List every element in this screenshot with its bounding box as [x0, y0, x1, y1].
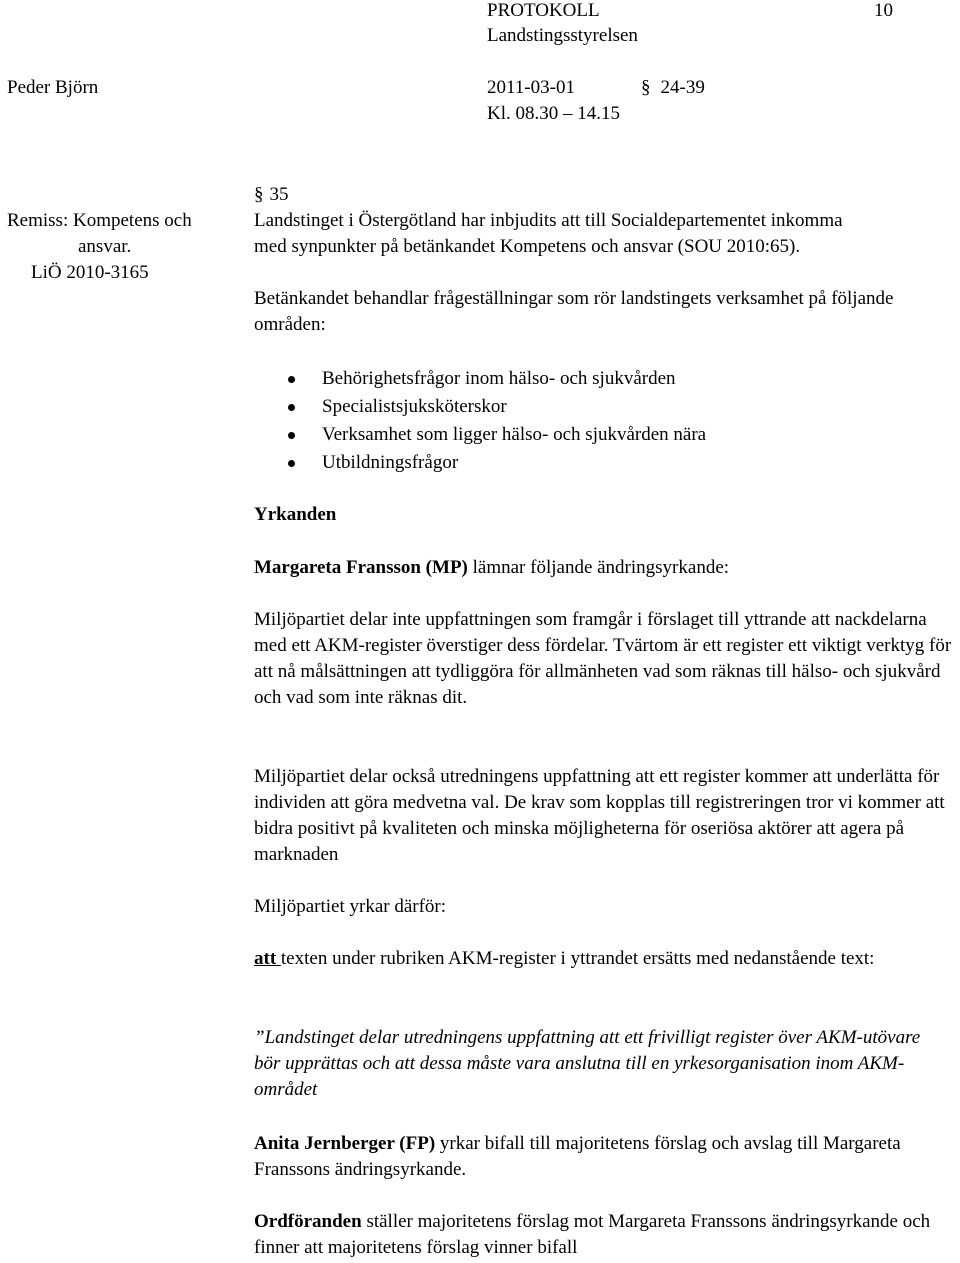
mp-intro-text: lämnar följande ändringsyrkande:	[467, 557, 730, 578]
bullet-icon	[288, 376, 295, 383]
section-heading	[254, 182, 289, 208]
meeting-date: 2011-03-01	[487, 77, 575, 98]
fp-name: Anita Jernberger (FP)	[254, 1133, 436, 1154]
quote-paragraph: ”Landstinget delar utredningens uppfattning att ett frivilligt register över AKM-utövare bör upprättas och att dessa måste vara anslutna till en yrkesorganisation inom AKM-området	[254, 1027, 921, 1100]
topic-list	[254, 365, 904, 477]
intro-line-1: Landstinget i Östergötland har inbjudits att till Socialdepartementet inkomma	[254, 210, 843, 231]
att-paragraph	[254, 946, 954, 972]
list-item	[254, 449, 904, 477]
section-range	[641, 75, 705, 101]
yrkanden-heading: Yrkanden	[254, 504, 337, 525]
page-number: 10	[874, 0, 893, 21]
section-heading-symbol: §	[254, 184, 264, 205]
list-item-label: Verksamhet som ligger hälso- och sjukvården nära	[322, 424, 707, 445]
author: Peder Björn	[7, 77, 99, 98]
chair-paragraph	[254, 1209, 954, 1261]
overview-paragraph: Betänkandet behandlar frågeställningar som rör landstingets verksamhet på följande områden:	[254, 288, 894, 335]
list-item	[254, 393, 904, 421]
mp-paragraph-2: Miljöpartiet delar också utredningens uppfattning att ett register kommer att underlätta för individen att göra medvetna val. De krav som kopplas till registreringen tror vi kommer att bidra positivt på kvaliteten och minska möjligheterna för oseriösa aktörer att agera på marknaden	[254, 766, 945, 865]
fp-paragraph	[254, 1131, 954, 1183]
section-heading-number: 35	[269, 184, 289, 205]
section-symbol: §	[641, 77, 651, 98]
organization: Landstingsstyrelsen	[487, 25, 638, 46]
bullet-icon	[288, 432, 295, 439]
list-item-label: Utbildningsfrågor	[322, 452, 459, 473]
mp-paragraph-1: Miljöpartiet delar inte uppfattningen som framgår i förslaget till yttrande att nackdelarna med ett AKM-register överstiger dess fördelar. Tvärtom är ett register ett viktigt verktyg för att nå målsättningen att tydliggöra för allmänheten vad som räknas till hälso- och sjukvård och vad som inte räknas dit.	[254, 609, 952, 708]
list-item	[254, 421, 904, 449]
chair-text: ställer majoritetens förslag mot Margareta Franssons ändringsyrkande och finner att majoritetens förslag vinner bifall	[254, 1211, 931, 1258]
mp-proposal-intro	[254, 555, 729, 581]
section-range-value: 24-39	[660, 77, 705, 98]
mp-yrkar: Miljöpartiet yrkar därför:	[254, 896, 447, 917]
chair-name: Ordföranden	[254, 1211, 362, 1232]
bullet-icon	[288, 404, 295, 411]
fp-text: yrkar bifall till majoritetens förslag och avslag till Margareta Franssons ändringsyrkande.	[254, 1133, 901, 1180]
list-item-label: Behörighetsfrågor inom hälso- och sjukvården	[322, 368, 676, 389]
sidebar-case-number: LiÖ 2010-3165	[31, 262, 149, 283]
doc-type: PROTOKOLL	[487, 0, 600, 21]
att-text: texten under rubriken AKM-register i yttrandet ersätts med nedanstående text:	[280, 948, 875, 969]
bullet-icon	[288, 460, 295, 467]
list-item-label: Specialistsjuksköterskor	[322, 396, 507, 417]
sidebar-subject-line2: ansvar.	[78, 236, 132, 257]
att-word: att	[254, 948, 281, 969]
mp-name: Margareta Fransson (MP)	[254, 557, 468, 578]
intro-line-2: med synpunkter på betänkandet Kompetens och ansvar (SOU 2010:65).	[254, 236, 801, 257]
sidebar-subject-line1: Remiss: Kompetens och	[7, 210, 192, 231]
meeting-time: Kl. 08.30 – 14.15	[487, 103, 620, 124]
list-item	[254, 365, 904, 393]
